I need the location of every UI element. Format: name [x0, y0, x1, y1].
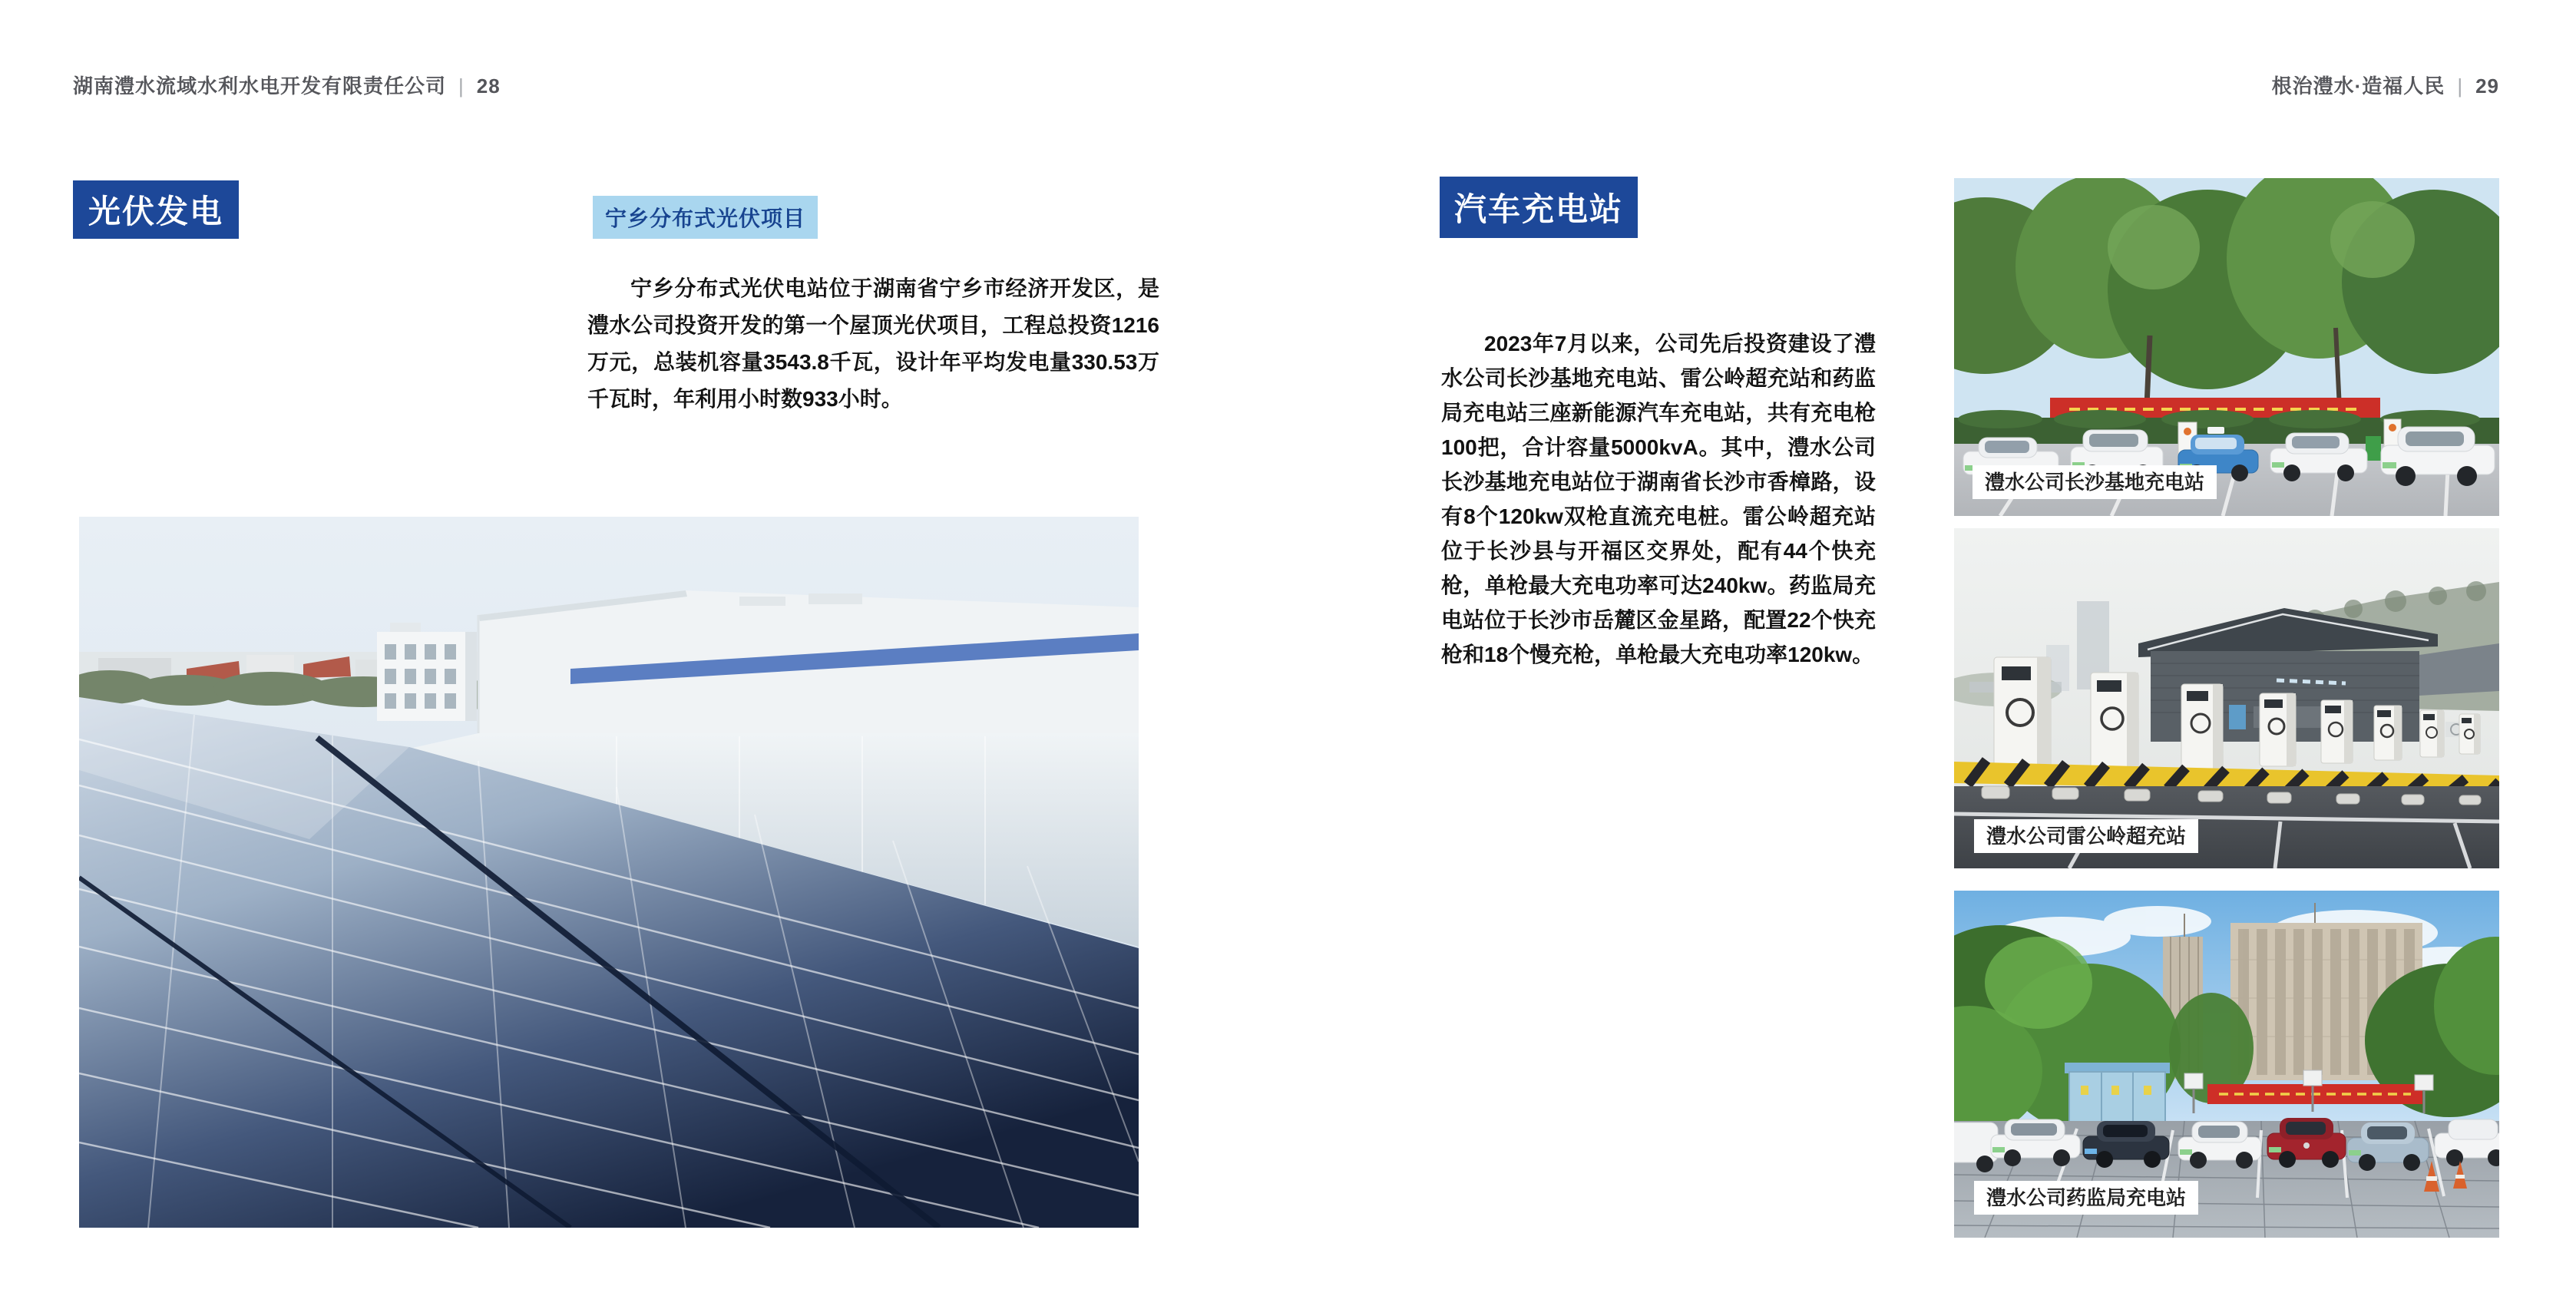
page-number-left: 28 — [476, 74, 501, 98]
header-separator: | — [2457, 74, 2464, 98]
header-separator: | — [458, 74, 465, 98]
photo-caption-leigongling: 澧水公司雷公岭超充站 — [1974, 819, 2198, 854]
ev-charging-paragraph: 2023年7月以来，公司先后投资建设了澧水公司长沙基地充电站、雷公岭超充站和药监局充电站三座新能源汽车充电站，共有充电枪100把，合计容量5000kvA。其中，澧水公司长沙基地充电站位于湖南省长沙市香樟路，设有8个120kw双枪直流充电桩。雷公岭超充站位于长沙县与开福区交界处，配有44个快充枪，单枪最大充电功率可达240kw。药监局充电站位于长沙市岳麓区金星路，配置22个快充枪和18个慢充枪，单枪最大充电功率120kw。 — [1441, 332, 1876, 666]
banner — [2207, 1084, 2422, 1104]
running-head-left — [73, 71, 501, 99]
running-head-right — [2272, 71, 2499, 99]
photo-drug-admin-station — [1954, 891, 2499, 1238]
solar-rooftop-illustration — [79, 517, 1139, 1228]
photo-caption-drug-admin: 澧水公司药监局充电站 — [1974, 1181, 2198, 1215]
photovoltaic-paragraph: 宁乡分布式光伏电站位于湖南省宁乡市经济开发区，是澧水公司投资开发的第一个屋顶光伏项目，工程总投资1216万元，总装机容量3543.8千瓦，设计年平均发电量330.53万千瓦时，年利用小时数933小时。 — [587, 276, 1159, 411]
warehouse — [478, 590, 1139, 733]
office-building — [377, 623, 477, 721]
section-badge-photovoltaic: 光伏发电 — [73, 180, 239, 239]
section-badge-ev-charging: 汽车充电站 — [1440, 177, 1638, 238]
photo-changsha-base-station — [1954, 178, 2499, 516]
photo-rooftop-solar-array — [79, 517, 1139, 1228]
photo-leigongling-supercharge-station — [1954, 528, 2499, 868]
subsection-title-ningxiang-pv: 宁乡分布式光伏项目 — [593, 196, 818, 239]
leigongling-station-illustration — [1954, 528, 2499, 868]
company-name: 湖南澧水流域水利水电开发有限责任公司 — [73, 74, 447, 98]
trash-bin — [2366, 436, 2381, 461]
page-number-right: 29 — [2475, 74, 2499, 98]
slogan: 根治澧水·造福人民 — [2271, 74, 2445, 98]
photo-caption-changsha-base: 澧水公司长沙基地充电站 — [1973, 465, 2217, 500]
